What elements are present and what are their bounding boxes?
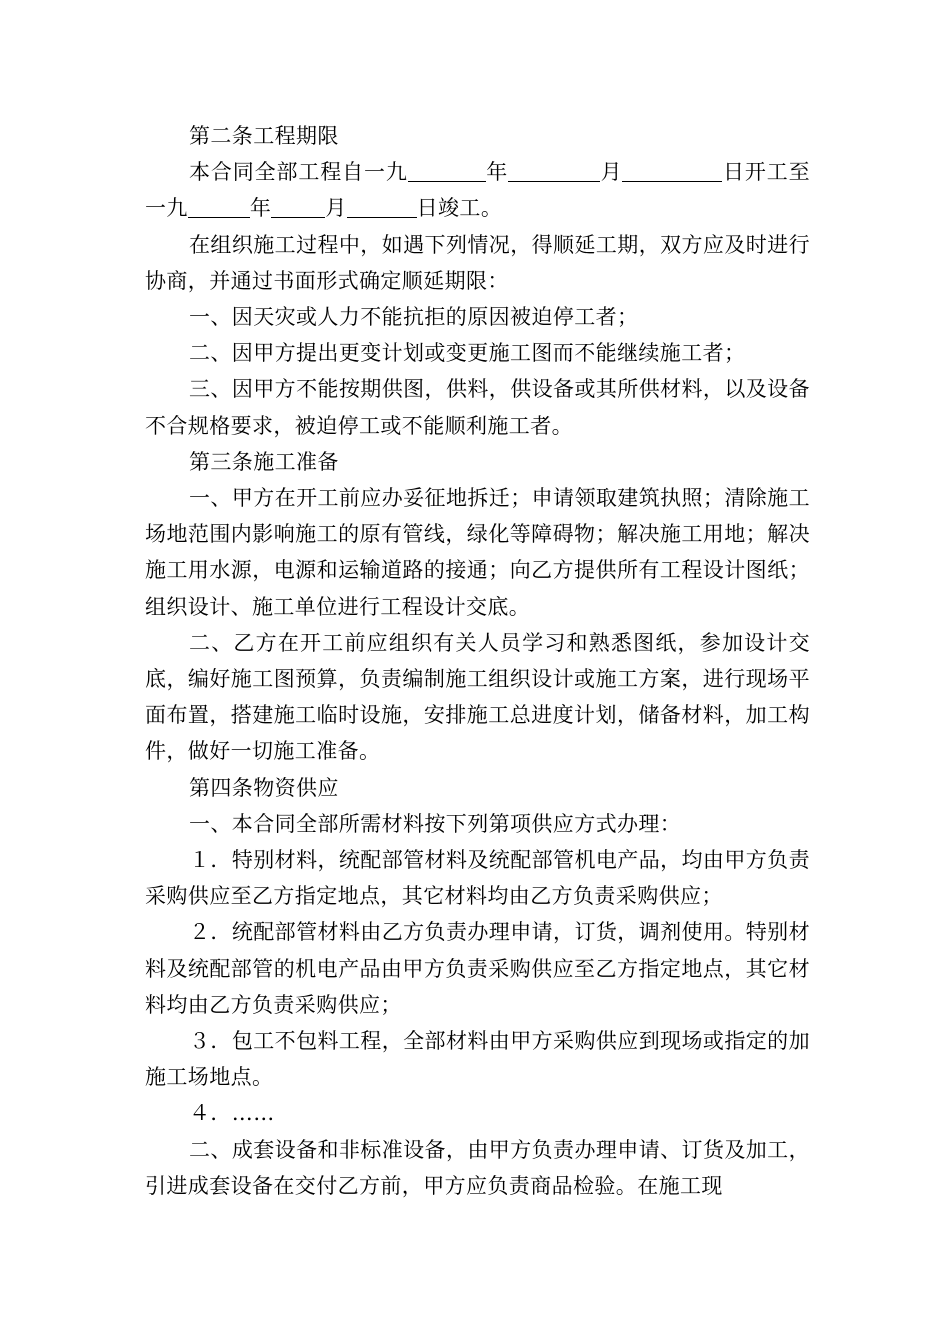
year-blank-2 [188, 195, 250, 218]
article-3-title: 第三条施工准备 [189, 449, 339, 474]
article-2-duration-clause [145, 154, 810, 226]
clause-text: 月 [325, 196, 347, 221]
month-blank-2 [271, 195, 325, 218]
article-4-item-1: 一、本合同全部所需材料按下列第项供应方式办理： [189, 811, 682, 836]
article-2-title: 第二条工程期限 [189, 124, 339, 148]
clause-text: 日竣工。 [416, 196, 503, 221]
article-3-item-2: 二、乙方在开工前应组织有关人员学习和熟悉图纸，参加设计交底，编好施工图预算，负责编制施工组织设计或施工方案，进行现场平面布置，搭建施工临时设施，安排施工总进度计划，储备材料，加工构件，做好一切施工准备。 [145, 630, 810, 764]
day-blank-2 [347, 195, 417, 218]
clause-text: 年 [249, 196, 272, 221]
article-4-title: 第四条物资供应 [189, 775, 339, 800]
month-blank-1 [508, 159, 600, 182]
day-blank-1 [622, 159, 722, 182]
article-2-item-3: 三、因甲方不能按期供图，供料，供设备或其所供材料，以及设备不合规格要求，被迫停工或不能顺利施工者。 [145, 377, 810, 438]
clause-text: 月 [600, 160, 623, 185]
article-4-subitem-1: １．特别材料，统配部管材料及统配部管机电产品，均由甲方负责采购供应至乙方指定地点，其它材料均由乙方负责采购供应； [145, 848, 810, 909]
article-2-extension-paragraph: 在组织施工过程中，如遇下列情况，得顺延工期，双方应及时进行协商，并通过书面形式确定顺延期限： [145, 232, 810, 293]
article-4-item-2: 二、成套设备和非标准设备，由甲方负责办理申请、订货及加工，引进成套设备在交付乙方前，甲方应负责商品检验。在施工现 [145, 1137, 810, 1198]
clause-text: 本合同全部工程自一九 [189, 160, 408, 185]
article-4-subitem-3: ３．包工不包料工程，全部材料由甲方采购供应到现场或指定的加施工场地点。 [145, 1029, 810, 1090]
year-blank-1 [408, 159, 486, 182]
document-body [145, 118, 810, 1204]
article-3-item-1: 一、甲方在开工前应办妥征地拆迁；申请领取建筑执照；清除施工场地范围内影响施工的原有管线，绿化等障碍物；解决施工用地；解决施工用水源，电源和运输道路的接通；向乙方提供所有工程设计图纸；组织设计、施工单位进行工程设计交底。 [145, 486, 810, 619]
article-4-subitem-4: ４．…… [189, 1101, 275, 1126]
article-2-item-1: 一、因天灾或人力不能抗拒的原因被迫停工者； [189, 305, 639, 330]
clause-text: 年 [485, 160, 509, 185]
clause-text: 日开工至一九 [145, 160, 810, 221]
article-4-subitem-2: ２．统配部管材料由乙方负责办理申请，订货，调剂使用。特别材料及统配部管的机电产品由甲方负责采购供应至乙方指定地点，其它材料均由乙方负责采购供应； [145, 920, 810, 1017]
article-2-item-2: 二、因甲方提出更变计划或变更施工图而不能继续施工者； [189, 341, 746, 366]
